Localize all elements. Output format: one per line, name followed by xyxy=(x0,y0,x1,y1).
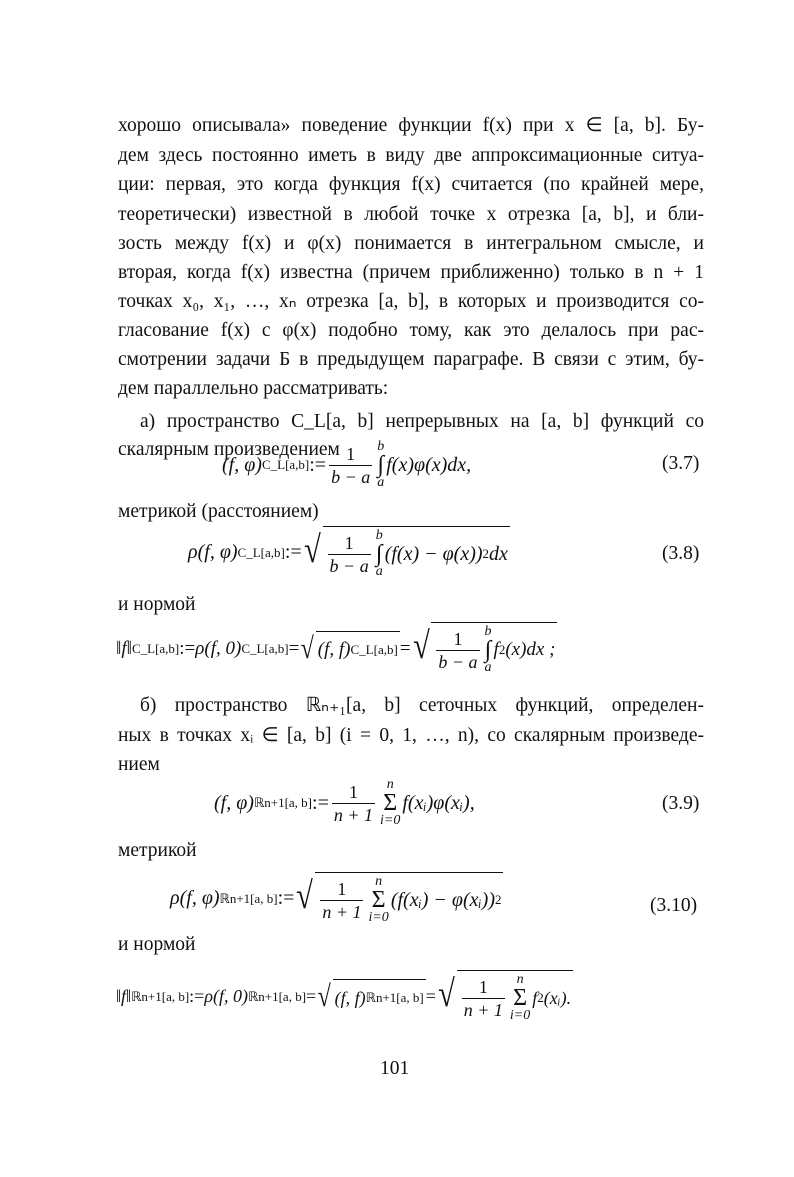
denominator: b − a xyxy=(329,555,369,576)
eq-sub: ℝn+1[a, b] xyxy=(219,890,278,906)
eq-assign: := xyxy=(284,541,302,563)
square-root xyxy=(411,622,558,675)
lower-limit: a xyxy=(375,564,383,579)
radical-sign-icon: √ xyxy=(303,529,321,571)
numerator: 1 xyxy=(346,443,356,464)
item-a-line: скалярным произведением xyxy=(118,439,340,460)
radical-sign-icon: √ xyxy=(437,973,455,1015)
eq-sub: C_L[a,b] xyxy=(131,640,180,656)
integrand: f xyxy=(493,639,499,660)
eq-lhs: (f, φ) xyxy=(222,453,262,476)
eq-metric: ρ(f, 0) xyxy=(204,986,248,1006)
fraction xyxy=(320,878,363,923)
integrand: f(x)φ(x)dx, xyxy=(386,453,472,476)
summand-argument: (xᵢ). xyxy=(543,987,572,1008)
equation-number: (3.10) xyxy=(650,895,698,916)
fraction xyxy=(332,781,375,826)
eq-assign: := xyxy=(309,453,327,476)
summand: f xyxy=(532,987,538,1008)
fraction xyxy=(329,443,372,488)
upper-limit: b xyxy=(377,439,385,454)
upper-limit: b xyxy=(484,624,492,639)
text-line: дем параллельно рассматривать: xyxy=(118,378,389,399)
exponent: 2 xyxy=(494,892,502,907)
equation-number: (3.9) xyxy=(662,793,700,814)
radical-sign-icon: √ xyxy=(317,979,332,1013)
integral xyxy=(376,529,383,579)
equation-number: (3.8) xyxy=(662,543,700,564)
sum-sign: Σ xyxy=(371,887,386,913)
equation-norm-grid xyxy=(116,970,573,1023)
item-b-line: нием xyxy=(118,754,160,775)
text-line: гласование f(x) с φ(x) подобно тому, как это делалось при рас- xyxy=(118,320,704,341)
numerator: 1 xyxy=(348,781,358,802)
lower-limit: a xyxy=(484,660,492,675)
eq-sub: C_L[a,b] xyxy=(350,642,398,657)
summation xyxy=(510,973,530,1023)
summand: f(xᵢ)φ(xᵢ), xyxy=(402,791,475,814)
equation-3-7 xyxy=(222,440,471,490)
integral xyxy=(377,440,384,490)
fraction xyxy=(328,532,371,577)
eq-equals: = xyxy=(306,986,317,1006)
eq-assign: := xyxy=(179,637,196,659)
upper-limit: n xyxy=(516,972,524,987)
equation-3-9 xyxy=(214,778,475,828)
upper-limit: n xyxy=(375,874,383,889)
eq-metric: ρ(f, 0) xyxy=(195,637,242,659)
denominator: b − a xyxy=(331,466,371,487)
eq-assign: := xyxy=(277,887,295,909)
lower-limit: a xyxy=(377,475,385,490)
lower-limit: i=0 xyxy=(380,813,401,828)
exponent: 2 xyxy=(537,990,544,1005)
eq-sub: ℝn+1[a, b] xyxy=(365,990,424,1005)
eq-sub: ℝn+1[a, b] xyxy=(247,988,307,1004)
equation-3-10 xyxy=(170,872,503,925)
denominator: n + 1 xyxy=(333,804,374,825)
equation-norm-continuous xyxy=(116,622,557,675)
label-norm: и нормой xyxy=(118,594,196,615)
eq-assign: := xyxy=(312,791,329,814)
equation-number: (3.7) xyxy=(662,453,700,474)
numerator: 1 xyxy=(478,976,488,997)
eq-lhs: (f, φ) xyxy=(214,791,254,814)
text-line: ции: первая, это когда функция f(x) считается (по крайней мере, xyxy=(118,174,704,195)
square-root xyxy=(294,872,503,925)
integrand: (f(x) − φ(x)) xyxy=(384,542,483,565)
eq-sub: C_L[a,b] xyxy=(241,640,289,656)
integral-sign: ∫ xyxy=(484,637,492,663)
eq-lhs: ρ(f, φ) xyxy=(170,887,220,909)
summand: (f(xᵢ) − φ(xᵢ)) xyxy=(390,888,495,911)
eq-equals: = xyxy=(425,986,436,1006)
integral xyxy=(485,625,492,675)
eq-assign: := xyxy=(189,986,205,1006)
denominator: b − a xyxy=(438,651,478,672)
eq-lhs: ρ(f, φ) xyxy=(188,541,238,563)
denominator: n + 1 xyxy=(322,901,362,922)
sum-sign: Σ xyxy=(383,790,398,816)
summation xyxy=(368,875,388,925)
lower-limit: i=0 xyxy=(368,910,389,925)
eq-sub: C_L[a,b] xyxy=(237,544,285,560)
item-b-line: б) пространство ℝₙ₊₁[a, b] сеточных функций, определен- xyxy=(140,695,704,716)
label-metric: метрикой xyxy=(118,840,197,861)
text-line: хорошо описывала» поведение функции f(x) при x ∈ [a, b]. Бу- xyxy=(118,115,704,136)
numerator: 1 xyxy=(337,878,347,899)
eq-equals: = xyxy=(288,637,300,659)
label-norm: и нормой xyxy=(118,934,196,955)
radical-sign-icon: √ xyxy=(296,875,314,917)
integral-sign: ∫ xyxy=(377,452,385,478)
text-line: вторая, когда f(x) известна (причем приближенно) только в n + 1 xyxy=(118,262,704,283)
upper-limit: b xyxy=(375,528,383,543)
text-line: смотрении задачи Б в предыдущем параграфе. В связи с этим, бу- xyxy=(118,349,704,370)
denominator: n + 1 xyxy=(463,999,503,1020)
fraction xyxy=(462,976,505,1021)
exponent: 2 xyxy=(498,642,506,657)
numerator: 1 xyxy=(344,532,354,553)
eq-sub: C_L[a,b] xyxy=(261,457,310,472)
fraction xyxy=(436,628,479,673)
text-line: теоретически) известной в любой точке x отрезка [a, b], и бли- xyxy=(118,204,704,225)
label-metric: метрикой (расстоянием) xyxy=(118,501,319,522)
text-line: дем здесь постоянно иметь в виду две аппроксимационные ситуа- xyxy=(118,145,704,166)
eq-sub: ℝn+1[a, b] xyxy=(253,795,313,810)
page-number: 101 xyxy=(380,1058,410,1079)
upper-limit: n xyxy=(386,777,394,792)
equation-3-8 xyxy=(188,526,510,579)
text-line: зость между f(x) и φ(x) понимается в интегральном смысле, и xyxy=(118,233,704,254)
differential: dx xyxy=(489,542,508,565)
item-a-line: а) пространство C_L[a, b] непрерывных на [a, b] функций со xyxy=(140,411,704,432)
eq-lhs: ‖f‖ xyxy=(116,986,132,1006)
eq-lhs: ‖f‖ xyxy=(116,637,132,659)
item-b-line: ных в точках xᵢ ∈ [a, b] (i = 0, 1, …, n), со скалярным произведе- xyxy=(118,725,704,746)
sum-sign: Σ xyxy=(513,985,528,1011)
integral-sign: ∫ xyxy=(375,541,383,567)
inner-product: (f, f) xyxy=(317,639,351,660)
exponent: 2 xyxy=(482,546,490,561)
text-line: точках x₀, x₁, …, xₙ отрезка [a, b], в которых и производится со- xyxy=(118,291,704,312)
square-root xyxy=(316,979,426,1015)
radical-sign-icon: √ xyxy=(300,631,315,665)
radical-sign-icon: √ xyxy=(412,625,430,667)
summation xyxy=(380,778,400,828)
square-root xyxy=(302,526,510,579)
square-root xyxy=(436,970,573,1023)
differential: (x)dx ; xyxy=(505,639,556,660)
eq-sub: ℝn+1[a, b] xyxy=(131,988,190,1004)
numerator: 1 xyxy=(453,628,463,649)
lower-limit: i=0 xyxy=(509,1008,531,1023)
square-root xyxy=(299,631,399,667)
eq-equals: = xyxy=(399,637,411,659)
inner-product: (f, f) xyxy=(334,987,366,1008)
